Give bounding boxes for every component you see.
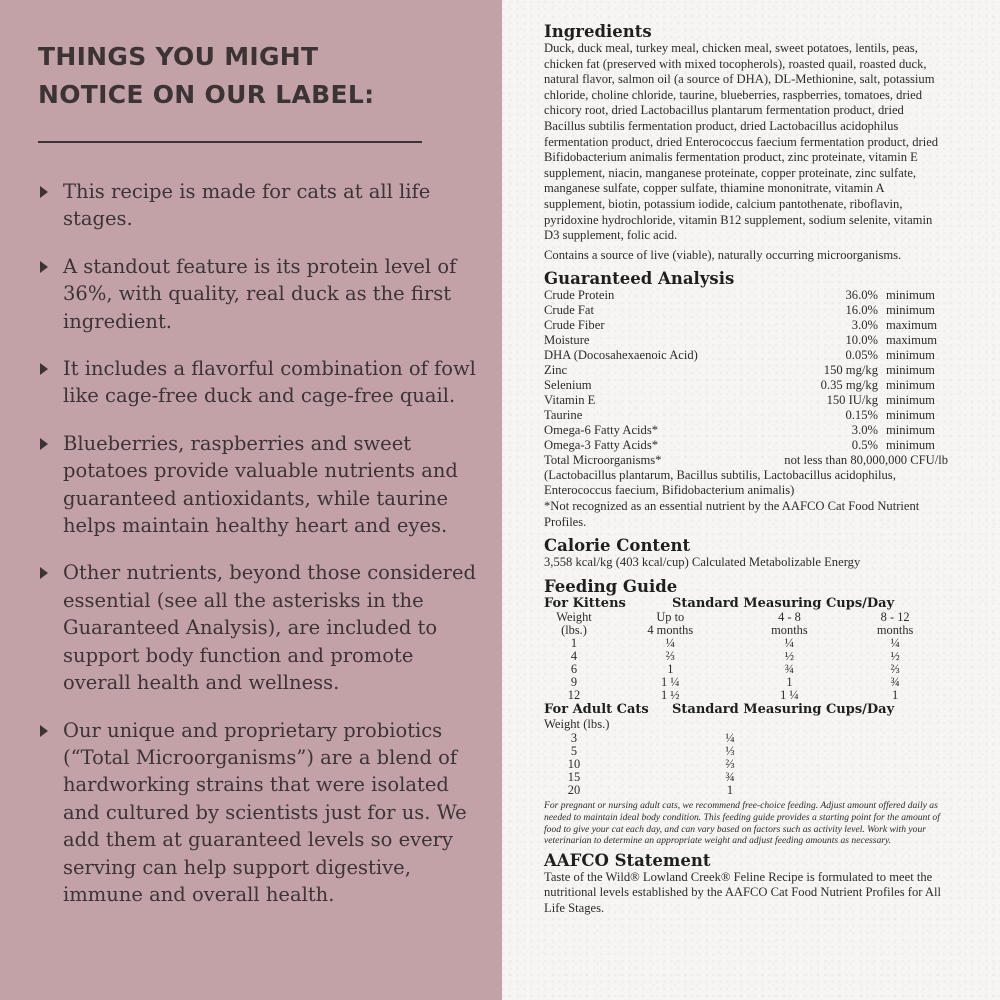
weight-cell: 15: [567, 770, 581, 785]
nutrient-name: Omega-3 Fatty Acids*: [544, 437, 659, 452]
nutrient-amount: 10.0%: [845, 333, 878, 348]
note-item: [38, 559, 482, 696]
kittens-header: [544, 596, 948, 611]
cups-cell: ⅓: [725, 744, 735, 759]
column-header: months: [876, 622, 914, 637]
weight-cell: 1: [570, 635, 578, 650]
analysis-row: [544, 378, 948, 393]
calorie-text: 3,558 kcal/kg (403 kcal/cup) Calculated Metabolizable Energy: [544, 555, 861, 570]
nutrient-name: Zinc: [544, 363, 568, 378]
probiotic-note: Contains a source of live (viable), naturally occurring microorganisms.: [544, 247, 902, 262]
analysis-row: [544, 423, 948, 438]
nutrient-amount: 150 IU/kg: [826, 392, 878, 407]
panel-title-line-1: THINGS YOU MIGHT: [38, 42, 319, 71]
product-label-panel: [502, 0, 1000, 1000]
weight-cell: 5: [570, 744, 578, 759]
weight-cell: 9: [570, 674, 578, 689]
nutrient-amount: 0.5%: [851, 437, 878, 452]
nutrient-unit: minimum: [886, 378, 935, 393]
nutrient-name: Taurine: [544, 407, 583, 422]
analysis-row: [544, 453, 948, 468]
triangle-bullet-icon: [40, 567, 48, 579]
nutrient-amount: 0.35 mg/kg: [820, 378, 878, 393]
cups-label: Standard Measuring Cups/Day: [672, 701, 895, 717]
calorie-section: [544, 536, 948, 571]
cups-cell: 1: [726, 783, 734, 798]
weight-cell: 10: [567, 757, 581, 772]
title-divider: [38, 141, 422, 143]
adult-row: [544, 784, 948, 797]
aafco-heading: AAFCO Statement: [544, 850, 711, 870]
nutrient-unit: maximum: [886, 333, 938, 348]
analysis-row: [544, 438, 948, 453]
note-text: Other nutrients, beyond those considered essential (see all the asterisks in the Guaranteed Analysis), are included to support body function and promote overall health and wellness.: [63, 561, 477, 695]
nutrient-name: Moisture: [544, 333, 590, 348]
analysis-heading: Guaranteed Analysis: [544, 269, 735, 289]
nutrient-amount: 16.0%: [845, 303, 878, 318]
note-text: Blueberries, raspberries and sweet potatoes provide valuable nutrients and guaranteed antioxidants, while taurine helps maintain healthy heart and eyes.: [63, 431, 458, 538]
kitten-feeding-table: [544, 611, 948, 702]
analysis-row: [544, 303, 948, 318]
triangle-bullet-icon: [40, 725, 48, 737]
aafco-text: Taste of the Wild® Lowland Creek® Feline Recipe is formulated to meet the nutritional levels established by the AAFCO Cat Food Nutrient Profiles for All Life Stages.: [544, 869, 942, 915]
column-header: 4 months: [647, 622, 694, 637]
nutrient-unit: minimum: [886, 407, 935, 422]
nutrient-amount: 3.0%: [851, 318, 878, 333]
column-header: 8 - 12: [880, 609, 910, 624]
kitten-row: [544, 689, 948, 702]
feeding-note: For pregnant or nursing adult cats, we recommend free-choice feeding. Adjust amount offered daily as needed to maintain ideal body condition. This feeding guide provides a starting point for the amount of food to give your cat each day, and can vary based on factors such as activity level. Work with your veterinarian to determine an appropriate weight and adjust feeding amounts as necessary.: [544, 800, 940, 847]
nutrient-unit: minimum: [886, 437, 935, 452]
nutrient-unit: minimum: [886, 348, 935, 363]
guaranteed-analysis-section: [544, 269, 948, 530]
note-item: [38, 355, 482, 410]
adults-label: For Adult Cats: [544, 701, 649, 717]
analysis-footnote: *Not recognized as an essential nutrient by the AAFCO Cat Food Nutrient Profiles.: [544, 498, 920, 529]
weight-cell: 12: [567, 687, 581, 702]
cups-cell: ¼: [890, 635, 900, 650]
nutrient-name: Vitamin E: [544, 392, 596, 407]
aafco-section: [544, 851, 948, 917]
nutrient-unit: maximum: [886, 318, 938, 333]
analysis-row: [544, 333, 948, 348]
ingredients-text: Duck, duck meal, turkey meal, chicken meal, sweet potatoes, lentils, peas, chicken fat (preserved with mixed tocopherols), roasted quail, roasted duck, natural flavor, salmon oil (a source of DHA), DL-Methionine, salt, potassium chloride, choline chloride, taurine, blueberries, raspberries, tomatoes, dried chicory root, dried Lactobacillus plantarum fermentation product, dried Bacillus subtilis fermentation product, dried Lactobacillus acidophilus fermentation product, dried Enterococcus faecium fermentation product, dried Bifidobacterium animalis fermentation product, zinc proteinate, vitamin E supplement, niacin, manganese proteinate, copper proteinate, zinc sulfate, manganese sulfate, copper sulfate, thiamine mononitrate, vitamin A supplement, biotin, potassium iodide, calcium pantothenate, riboflavin, pyridoxine hydrochloride, vitamin B12 supplement, sodium selenite, vitamin D3 supplement, folic acid.: [544, 41, 939, 243]
cups-cell: 1 ¼: [660, 674, 680, 689]
triangle-bullet-icon: [40, 261, 48, 273]
nutrient-name: Crude Fiber: [544, 318, 605, 333]
nutrient-amount: 0.05%: [845, 348, 878, 363]
kitten-column-headers: [544, 611, 948, 624]
adult-weight-label: Weight (lbs.): [544, 716, 610, 731]
adult-feeding-table: [544, 732, 948, 797]
note-text: This recipe is made for cats at all life stages.: [63, 180, 431, 231]
feeding-guide-section: [544, 577, 948, 847]
adult-row: [544, 758, 948, 771]
note-text: It includes a flavorful combination of fowl like cage-free duck and cage-free quail.: [63, 357, 476, 408]
analysis-row: [544, 363, 948, 378]
nutrient-amount: 0.15%: [845, 407, 878, 422]
nutrient-amount: 36.0%: [845, 288, 878, 303]
weight-cell: 6: [570, 661, 578, 676]
nutrient-unit: minimum: [886, 288, 935, 303]
kittens-label: For Kittens: [544, 595, 626, 611]
note-text: A standout feature is its protein level of 36%, with quality, real duck as the first ingredient.: [63, 254, 457, 333]
nutrient-name: Selenium: [544, 378, 592, 393]
nutrient-unit: minimum: [886, 303, 935, 318]
cups-cell: ½: [784, 648, 795, 663]
notes-list: [38, 178, 482, 908]
nutrient-name: DHA (Docosahexaenoic Acid): [544, 348, 698, 363]
cups-cell: ¼: [784, 635, 795, 650]
cups-cell: 1: [786, 674, 793, 689]
adult-row: [544, 732, 948, 745]
ingredients-heading: Ingredients: [544, 22, 652, 41]
note-item: [38, 178, 482, 233]
adults-header: [544, 702, 948, 717]
analysis-row: [544, 393, 948, 408]
cups-cell: 1 ¼: [780, 687, 799, 702]
triangle-bullet-icon: [40, 186, 48, 198]
adult-row: [544, 771, 948, 784]
analysis-table: [544, 288, 948, 467]
analysis-row: [544, 288, 948, 303]
note-item: [38, 717, 482, 909]
nutrient-name: Omega-6 Fatty Acids*: [544, 422, 659, 437]
cups-cell: ¾: [725, 770, 735, 785]
kitten-row: [544, 676, 948, 689]
nutrient-unit: minimum: [886, 392, 935, 407]
cups-cell: ¼: [725, 731, 735, 746]
calorie-heading: Calorie Content: [544, 536, 691, 556]
column-header: months: [771, 622, 808, 637]
nutrient-name: Crude Protein: [544, 288, 615, 303]
adult-row: [544, 745, 948, 758]
kitten-row: [544, 650, 948, 663]
nutrient-unit: minimum: [886, 422, 935, 437]
panel-title: [38, 38, 482, 114]
ingredients-section: [544, 22, 948, 263]
kitten-row: [544, 637, 948, 650]
column-header: 4 - 8: [778, 609, 801, 624]
nutrient-name: Total Microorganisms*: [544, 452, 662, 467]
note-item: [38, 430, 482, 540]
cups-cell: ¾: [784, 661, 795, 676]
nutrient-unit: minimum: [886, 363, 935, 378]
analysis-row: [544, 318, 948, 333]
cups-cell: 1 ½: [660, 687, 680, 702]
nutrient-amount: not less than 80,000,000 CFU/lb: [784, 452, 948, 467]
cups-cell: 1: [892, 687, 899, 702]
cups-cell: ⅔: [665, 648, 675, 663]
nutrient-name: Crude Fat: [544, 303, 595, 318]
column-header: Up to: [656, 609, 685, 624]
feeding-heading: Feeding Guide: [544, 576, 678, 596]
weight-cell: 20: [567, 783, 581, 798]
triangle-bullet-icon: [40, 438, 48, 450]
weight-cell: 4: [570, 648, 578, 663]
column-header: Weight: [556, 609, 592, 624]
panel-title-line-2: NOTICE ON OUR LABEL:: [38, 80, 375, 109]
analysis-row: [544, 348, 948, 363]
kitten-column-headers: [544, 624, 948, 637]
note-item: [38, 253, 482, 335]
analysis-row: [544, 408, 948, 423]
cups-cell: ½: [890, 648, 900, 663]
cups-cell: ⅔: [890, 661, 900, 676]
cups-cell: ¼: [665, 635, 675, 650]
kitten-row: [544, 663, 948, 676]
microorganism-list: (Lactobacillus plantarum, Bacillus subtilis, Lactobacillus acidophilus, Enterococcus faecium, Bifidobacterium animalis): [544, 467, 896, 498]
weight-cell: 3: [570, 731, 578, 746]
nutrient-amount: 150 mg/kg: [823, 363, 878, 378]
cups-cell: ¾: [890, 674, 900, 689]
column-header: (lbs.): [561, 622, 587, 637]
triangle-bullet-icon: [40, 363, 48, 375]
nutrient-amount: 3.0%: [851, 422, 878, 437]
note-text: Our unique and proprietary probiotics (“Total Microorganisms”) are a blend of hardworking strains that were isolated and cultured by scientists just for us. We add them at guaranteed levels so every serving can help support digestive, immune and overall health.: [63, 718, 467, 906]
cups-cell: ⅔: [725, 757, 735, 772]
cups-cell: 1: [667, 661, 674, 676]
cups-label: Standard Measuring Cups/Day: [672, 595, 895, 611]
